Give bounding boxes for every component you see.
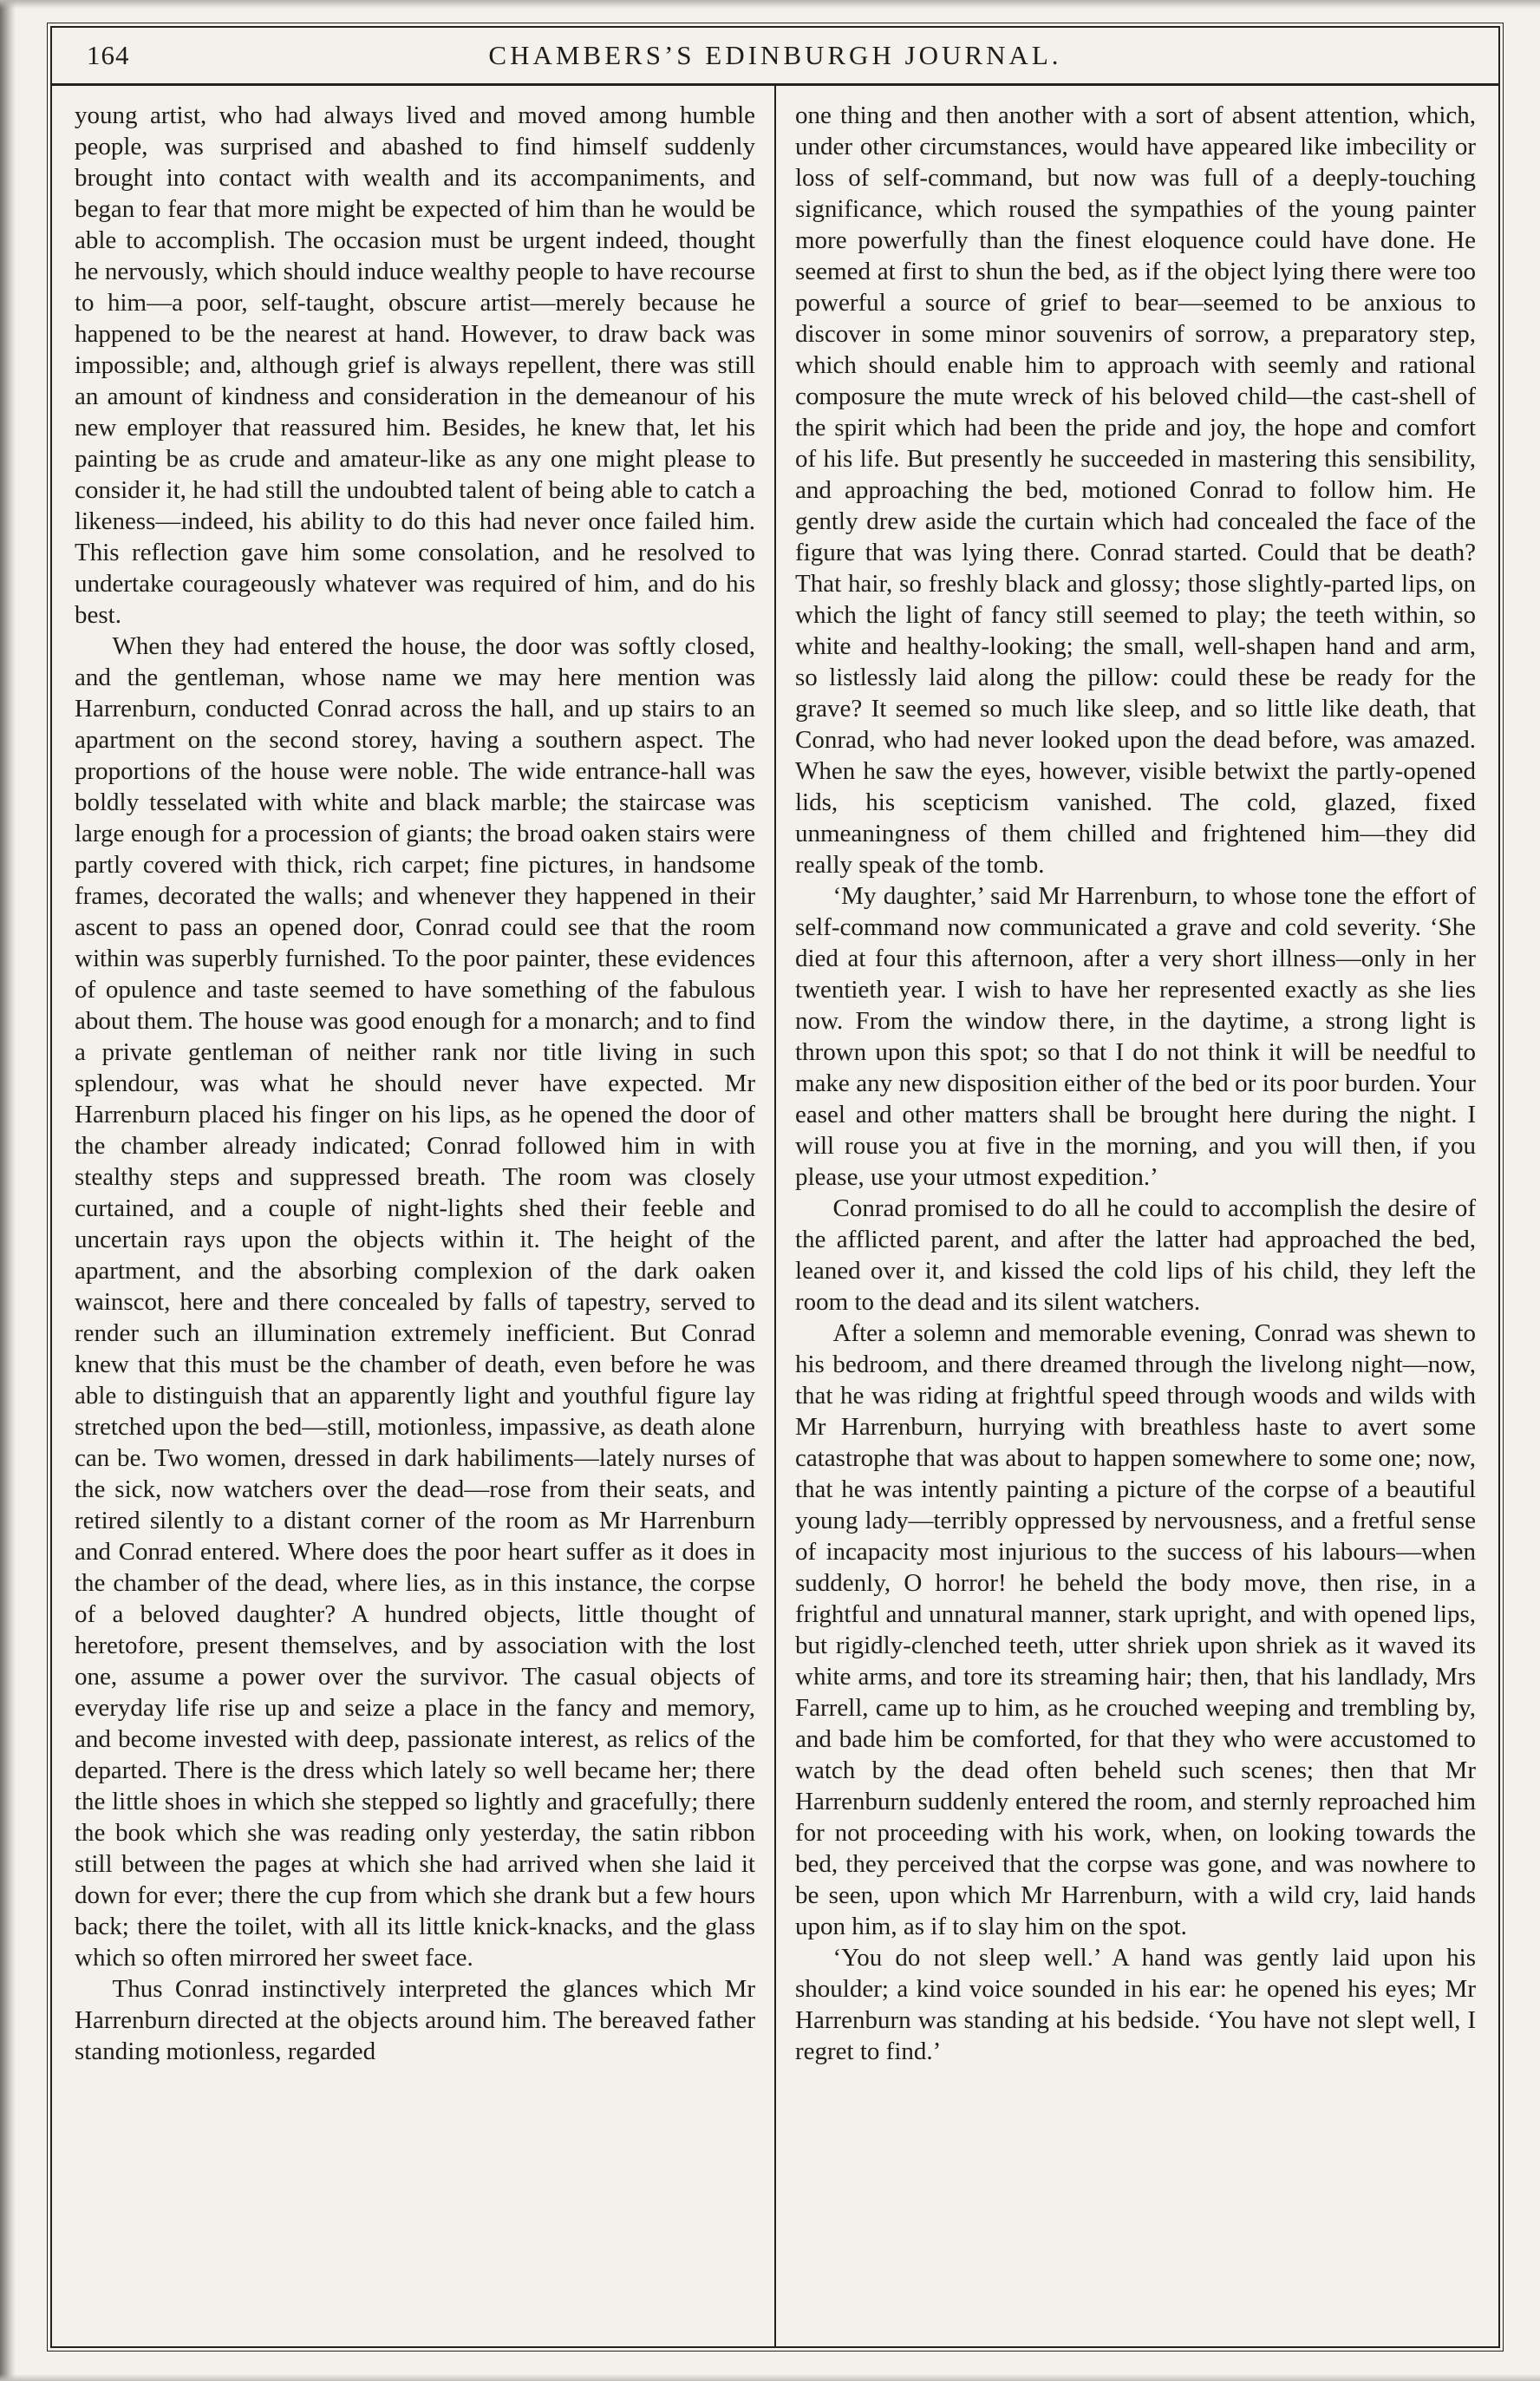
scan-edge-left <box>0 0 16 2381</box>
paragraph-left-2: When they had entered the house, the door was softly closed, and the gentleman, whose name we may here mention was Harrenburn, conducted Conrad across the hall, and up stairs to an apartment on the second storey, having a southern aspect. The proportions of the house were noble. The wide entrance-hall was boldly tesselated with white and black marble; the staircase was large enough for a procession of giants; the broad oaken stairs were partly covered with thick, rich carpet; fine pictures, in handsome frames, decorated the walls; and whenever they happened in their ascent to pass an opened door, Conrad could see that the room within was superbly furnished. To the poor painter, these evidences of opulence and taste seemed to have something of the fabulous about them. The house was good enough for a monarch; and to find a private gentleman of neither rank nor title living in such splendour, was what he should never have expected. Mr Harrenburn placed his finger on his lips, as he opened the door of the chamber already indicated; Conrad followed him in with stealthy steps and suppressed breath. The room was closely curtained, and a couple of night-lights shed their feeble and uncertain rays upon the objects within it. The height of the apartment, and the absorbing complexion of the dark oaken wainscot, here and there concealed by falls of tapestry, served to render such an illumination extremely inefficient. But Conrad knew that this must be the chamber of death, even before he was able to distinguish that an apparently light and youthful figure lay stretched upon the bed—still, motionless, impassive, as death alone can be. Two women, dressed in dark habiliments—lately nurses of the sick, now watchers over the dead—rose from their seats, and retired silently to a distant corner of the room as Mr Harrenburn and Conrad entered. Where does the poor heart suffer as it does in the chamber of the dead, where lies, as in this instance, the corpse of a beloved daughter? A hundred objects, little thought of heretofore, present themselves, and by association with the lost one, assume a power over the survivor. The casual objects of everyday life rise up and seize a place in the fancy and memory, and become invested with deep, passionate interest, as relics of the departed. There is the dress which lately so well became her; there the little shoes in which she stepped so lightly and gracefully; there the book which she was reading only yesterday, the satin ribbon still between the pages at which she had arrived when she laid it down for ever; there the cup from which she drank but a few hours back; there the toilet, with all its little knick-knacks, and the glass which so often mirrored her sweet face. <box>75 632 755 1972</box>
paragraph-left-1: young artist, who had always lived and moved among humble people, was surprised and abashed to find himself suddenly brought into contact with wealth and its accompaniments, and began to fear that more might be expected of him than he would be able to accomplish. The occasion must be urgent indeed, thought he nervously, which should induce wealthy people to have recourse to him—a poor, self-taught, obscure artist—merely because he happened to be the nearest at hand. However, to draw back was impossible; and, although grief is always repellent, there was still an amount of kindness and consideration in the demeanour of his new employer that reassured him. Besides, he knew that, let his painting be as crude and amateur-like as any one might please to consider it, he had still the undoubted talent of being able to catch a likeness—indeed, his ability to do this had never once failed him. This reflection gave him some consolation, and he resolved to undertake courageously whatever was required of him, and do his best. <box>75 101 755 629</box>
page-header <box>52 28 1498 86</box>
scan-edge-bottom <box>0 2374 1540 2381</box>
left-column <box>75 86 755 2346</box>
paragraph-right-4: After a solemn and memorable evening, Conrad was shewn to his bedroom, and there dreamed through the livelong night—now, that he was riding at frightful speed through woods and wilds with Mr Harrenburn, hurrying with breathless haste to avert some catastrophe that was about to happen somewhere to some one; now, that he was intently painting a picture of the corpse of a beautiful young lady—terribly oppressed by nervousness, and a fretful sense of incapacity most injurious to the success of his labours—when suddenly, O horror! he beheld the body move, then rise, in a frightful and unnatural manner, stark upright, and with opened lips, but rigidly-clenched teeth, utter shriek upon shriek as it waved its white arms, and tore its streaming hair; then, that his landlady, Mrs Farrell, came up to him, as he crouched weeping and trembling by, and bade him be comforted, for that they who were accustomed to watch by the dead often beheld such scenes; then that Mr Harrenburn suddenly entered the room, and sternly reproached him for not proceeding with his work, when, on looking towards the bed, they perceived that the corpse was gone, and was nowhere to be seen, upon which Mr Harrenburn, with a wild cry, laid hands upon him, as if to slay him on the spot. <box>795 1319 1476 1940</box>
page-border-frame <box>50 26 1500 2348</box>
paragraph-right-1: one thing and then another with a sort of absent attention, which, under other circumstances, would have appeared like imbecility or loss of self-command, but now was full of a deeply-touching significance, which roused the sympathies of the young painter more powerfully than the finest eloquence could have done. He seemed at first to shun the bed, as if the object lying there were too powerful a source of grief to bear—seemed to be anxious to discover in some minor souvenirs of sorrow, a preparatory step, which should enable him to approach with seemly and rational composure the mute wreck of his beloved child—the cast-shell of the spirit which had been the pride and joy, the hope and comfort of his life. But presently he succeeded in mastering this sensibility, and approaching the bed, motioned Conrad to follow him. He gently drew aside the curtain which had concealed the face of the figure that was lying there. Conrad started. Could that be death? That hair, so freshly black and glossy; those slightly-parted lips, on which the light of fancy still seemed to play; the teeth within, so white and healthy-looking; the small, well-shapen hand and arm, so listlessly laid along the pillow: could these be ready for the grave? It seemed so much like sleep, and so little like death, that Conrad, who had never looked upon the dead before, was amazed. When he saw the eyes, however, visible betwixt the partly-opened lids, his scepticism vanished. The cold, glazed, fixed unmeaningness of them chilled and frightened him—they did really speak of the tomb. <box>795 101 1476 879</box>
journal-title: CHAMBERS’S EDINBURGH JOURNAL. <box>488 40 1062 70</box>
paragraph-right-5: ‘You do not sleep well.’ A hand was gently laid upon his shoulder; a kind voice sounded in his ear: he opened his eyes; Mr Harrenburn was standing at his bedside. ‘You have not slept well, I regret to find.’ <box>795 1944 1476 2065</box>
paragraph-right-3: Conrad promised to do all he could to accomplish the desire of the afflicted parent, and after the latter had approached the bed, leaned over it, and kissed the cold lips of his child, they left the room to the dead and its silent watchers. <box>795 1194 1476 1316</box>
column-divider-rule <box>774 86 776 2346</box>
paragraph-left-3: Thus Conrad instinctively interpreted the glances which Mr Harrenburn directed at the objects around him. The bereaved father standing motionless, regarded <box>75 1975 755 2065</box>
text-columns <box>52 86 1498 2346</box>
page-number: 164 <box>87 40 130 70</box>
scan-edge-top <box>0 0 1540 9</box>
paragraph-right-2: ‘My daughter,’ said Mr Harrenburn, to whose tone the effort of self-command now communicated a grave and cold severity. ‘She died at four this afternoon, after a very short illness—only in her twentieth year. I wish to have her represented exactly as she lies now. From the window there, in the daytime, a strong light is thrown upon this spot; so that I do not think it will be needful to make any new disposition either of the bed or its poor burden. Your easel and other matters shall be brought here during the night. I will rouse you at five in the morning, and you will then, if you please, use your utmost expedition.’ <box>795 882 1476 1191</box>
right-column <box>795 86 1476 2346</box>
